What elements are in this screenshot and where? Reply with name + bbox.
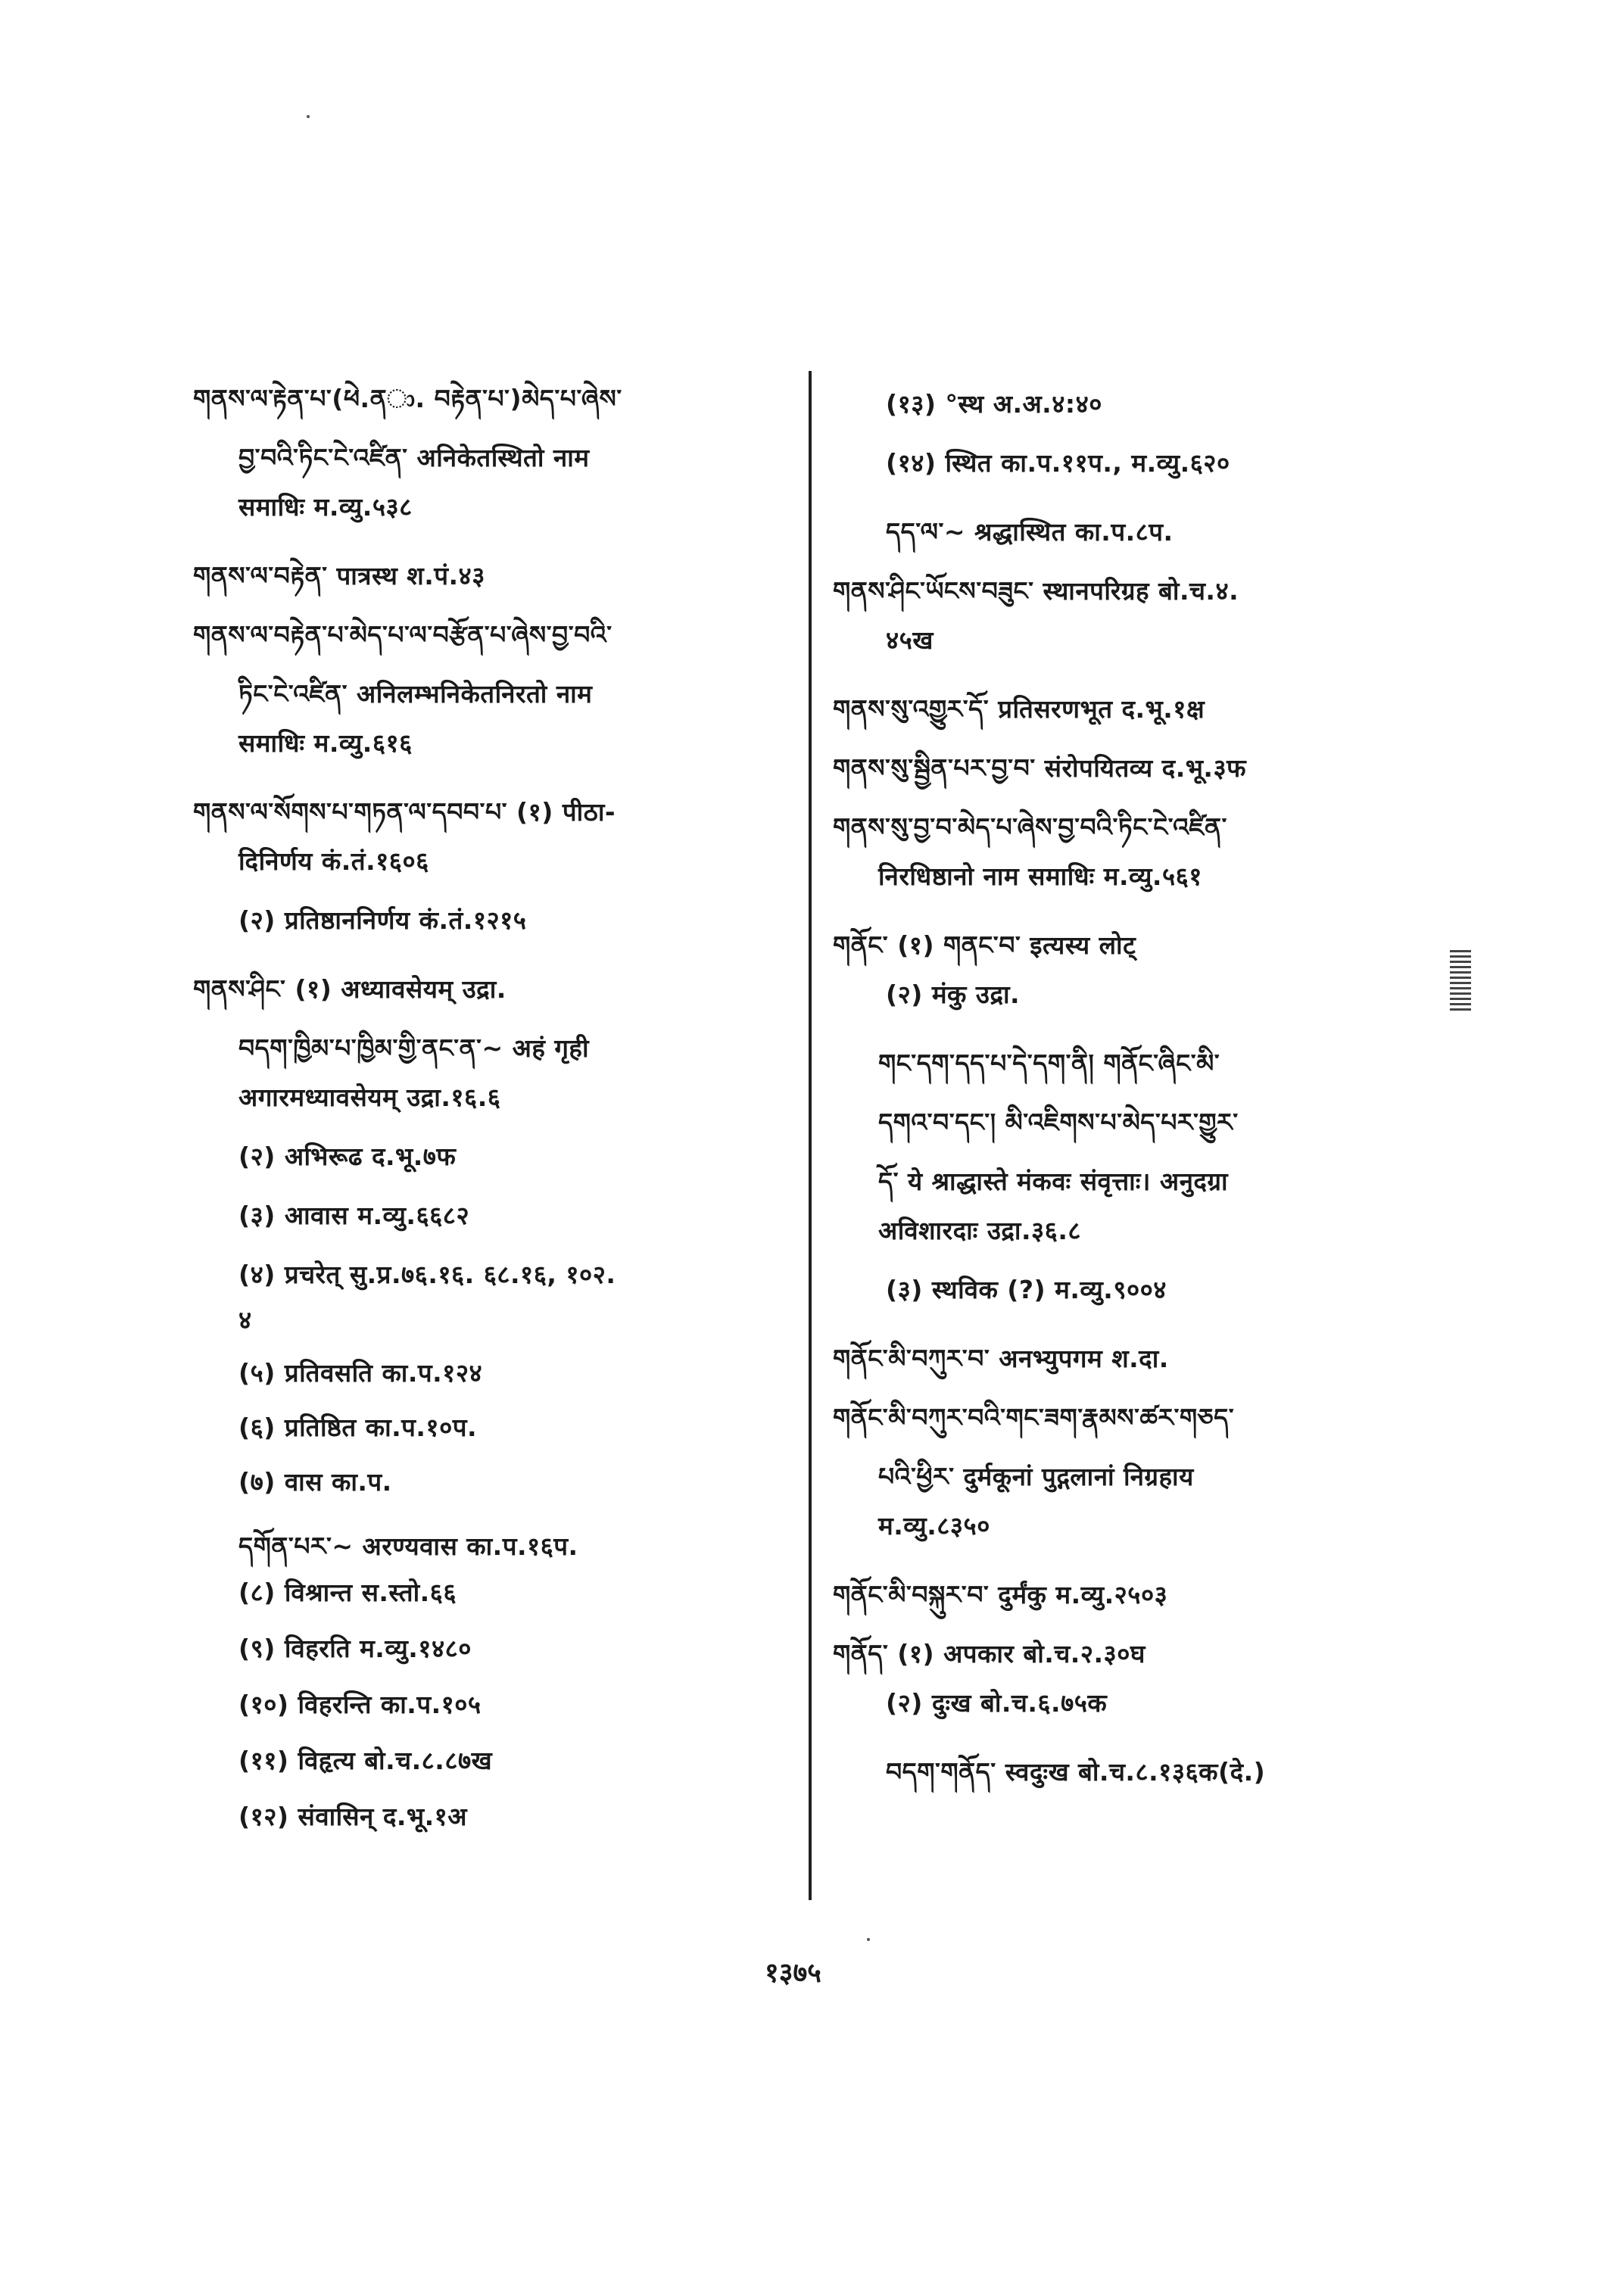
entry-line: གནས་ལ་བརྟེན་པ་མེད་པ་ལ་བརྩོན་པ་ཞེས་བྱ་བའི་ [193, 620, 613, 650]
entry-line: གནས་སུ་འགྱུར་དོ་ प्रतिसरणभूत द.भू.१क्ष [833, 694, 1205, 724]
entry-line: གནས་ཤིང་ཡོངས་བཟུང་ स्थानपरिग्रह बो.च.४. [833, 576, 1239, 606]
entry-line: समाधिः म.व्यु.५३८ [238, 492, 413, 522]
entry-line: (९) विहरति म.व्यु.१४८० [238, 1634, 472, 1663]
entry-line: དགའ་བ་དང་། མི་འཇིགས་པ་མེད་པར་གྱུར་ [878, 1108, 1239, 1137]
entry-line: (८) विश्रान्त स.स्तो.६६ [238, 1578, 457, 1607]
entry-line: གནོང་མི་བསྐུར་བ་ दुर्मंकु म.व्यु.२५०३ [833, 1580, 1168, 1609]
entry-line: གནོང་ (१) གནང་བ་ इत्यस्य लोट् [833, 930, 1136, 960]
scan-speck [307, 115, 310, 118]
entry-line: (२) अभिरूढ द.भू.७फ [238, 1142, 457, 1171]
entry-line: དད་ལ་~ श्रद्धास्थित का.प.८प. [886, 517, 1174, 547]
entry-line: གནས་སུ་སྦྱིན་པར་བྱ་བ་ संरोपयितव्य द.भू.३फ [833, 753, 1247, 783]
entry-line: दिनिर्णय कं.तं.१६०६ [238, 846, 429, 876]
entry-line: གནོང་མི་བཀུར་བ་ अनभ्युपगम श.दा. [833, 1344, 1169, 1373]
entry-line: ཏིང་ངེ་འཛིན་ अनिलम्भनिकेतनिरतो नाम [238, 679, 593, 709]
entry-line: अविशारदाः उद्रा.३६.८ [878, 1216, 1082, 1245]
entry-line: ४ [238, 1305, 252, 1335]
page-number: १३७५ [765, 1958, 821, 1989]
entry-line: निरधिष्ठानो नाम समाधिः म.व्यु.५६१ [878, 861, 1202, 891]
entry-line: (२) मंकु उद्रा. [886, 980, 1021, 1009]
entry-line: དགོན་པར་~ अरण्यवास का.प.१६प. [238, 1531, 578, 1561]
entry-line: གནས་ལ་སོགས་པ་གཏན་ལ་དབབ་པ་ (१) पीठा- [193, 797, 616, 827]
margin-scan-mark [1450, 950, 1471, 1011]
entry-line: (१३) °स्थ अ.अ.४:४० [886, 389, 1102, 419]
entry-line: བྱ་བའི་ཏིང་ངེ་འཛིན་ अनिकेतस्थितो नाम [238, 443, 590, 472]
entry-line: (११) विहृत्य बो.च.८.८७ख [238, 1746, 493, 1775]
entry-line: ४५ख [886, 625, 934, 655]
entry-line: (१२) संवासिन् द.भू.१अ [238, 1802, 468, 1831]
entry-line: གནས་ཤིང་ (१) अध्यावसेयम् उद्रा. [193, 974, 507, 1004]
entry-line: (२) दुःख बो.च.६.७५क [886, 1688, 1108, 1718]
entry-line: (२) प्रतिष्ठाननिर्णय कं.तं.१२१५ [238, 905, 527, 935]
entry-line: གནས་ལ་བརྟེན་ पात्रस्थ श.पं.४३ [193, 561, 485, 590]
entry-line: म.व्यु.८३५० [878, 1511, 990, 1541]
entry-line: (३) आवास म.व्यु.६६८२ [238, 1201, 470, 1230]
entry-line: (६) प्रतिष्ठित का.प.१०प. [238, 1413, 478, 1442]
scan-speck [867, 1938, 870, 1941]
entry-line: གནས་ལ་རྟེན་པ་(ཕེ.ནා. བརྟེན་པ་)མེད་པ་ཞེས་ [193, 384, 622, 413]
entry-line: (१०) विहरन्ति का.प.१०५ [238, 1690, 482, 1719]
entry-line: समाधिः म.व्यु.६१६ [238, 728, 413, 758]
entry-line: (४) प्रचरेत् सु.प्र.७६.१६. ६८.१६, १०२. [238, 1260, 616, 1289]
entry-line: (५) प्रतिवसति का.प.१२४ [238, 1358, 483, 1388]
entry-line: བདག་ཁྱིམ་པ་ཁྱིམ་གྱི་ནང་ན་~ अहं गृही [238, 1033, 589, 1063]
entry-line: བདག་གནོད་ स्वदुःख बो.च.८.१३६क(दे.) [886, 1757, 1266, 1787]
entry-line: (७) वास का.प. [238, 1467, 392, 1497]
entry-line: (३) स्थविक (?) म.व्यु.९००४ [886, 1275, 1167, 1304]
entry-line: གནོད་ (१) अपकार बो.च.२.३०घ [833, 1639, 1146, 1668]
column-divider [809, 371, 812, 1900]
entry-line: अगारमध्यावसेयम् उद्रा.१६.६ [238, 1083, 501, 1112]
entry-line: གནོང་མི་བཀུར་བའི་གང་ཟག་རྣམས་ཚར་གཅད་ [833, 1403, 1235, 1432]
entry-line: (१४) स्थित का.प.११प., म.व्यु.६२० [886, 448, 1230, 478]
entry-line: གང་དག་དད་པ་དེ་དག་ནི། གནོང་ཞིང་མི་ [878, 1048, 1220, 1078]
entry-line: པའི་ཕྱིར་ दुर्मकूनां पुद्गलानां निग्रहाय [878, 1462, 1194, 1491]
entry-line: གནས་སུ་བྱ་བ་མེད་པ་ཞེས་བྱ་བའི་ཏིང་ངེ་འཛིན་ [833, 812, 1227, 842]
entry-line: དོ་ ये श्राद्धास्ते मंकवः संवृत्ताः। अनुदग्रा [878, 1167, 1229, 1196]
